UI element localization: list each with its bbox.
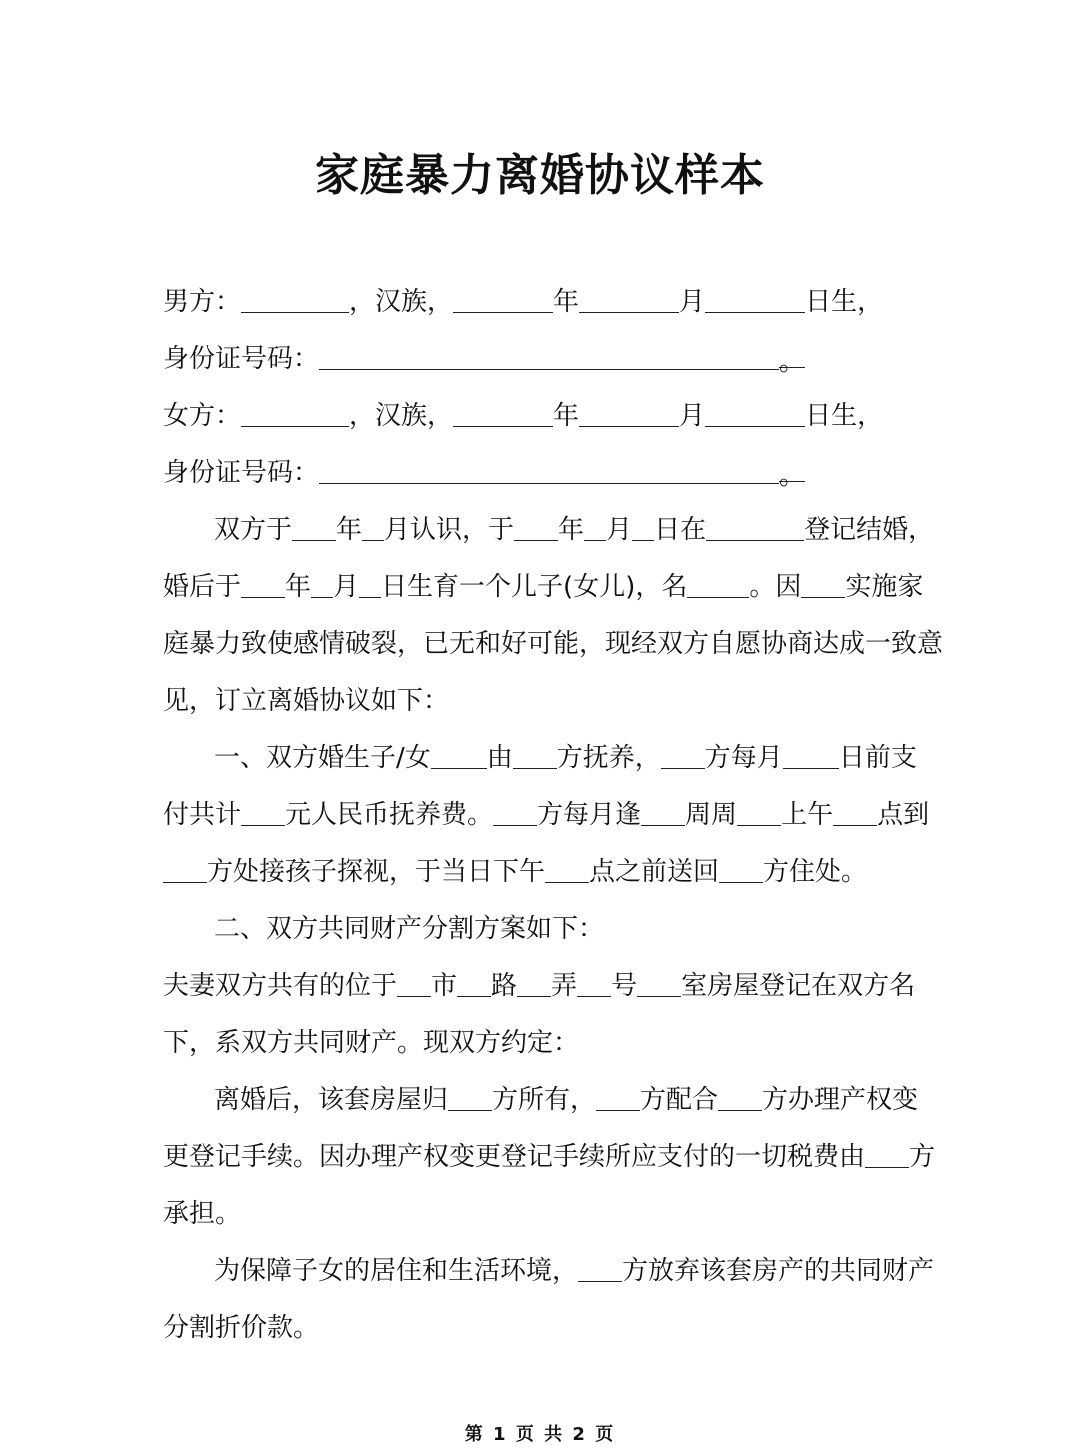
paragraph-line — [163, 1197, 241, 1231]
text: 日生， — [805, 401, 884, 431]
paragraph-line — [163, 969, 915, 1003]
text: 年 — [336, 515, 363, 545]
blank — [687, 575, 749, 598]
text: 月 — [679, 287, 706, 317]
blank — [579, 290, 679, 313]
text: 日生育一个儿子(女儿)，名 — [381, 572, 688, 602]
blank — [637, 974, 681, 997]
blank — [319, 461, 779, 484]
text: 婚后于 — [163, 572, 242, 602]
blank — [457, 974, 491, 997]
text: 方每月 — [704, 743, 783, 773]
text: 年 — [553, 287, 580, 317]
blank — [448, 1088, 492, 1111]
text: 方住处。 — [763, 857, 868, 887]
blank — [493, 803, 537, 826]
blank — [661, 746, 705, 769]
text: 付共计 — [163, 800, 242, 830]
text: 。 — [779, 347, 806, 377]
page-footer — [0, 1420, 1080, 1446]
text: 元人民币抚养费。 — [285, 800, 494, 830]
text: 身份证号码： — [163, 344, 320, 374]
text: 离婚后，该套房屋归 — [214, 1085, 449, 1115]
blank — [517, 974, 551, 997]
text: 月 — [606, 515, 633, 545]
text: 方所有， — [492, 1085, 597, 1115]
blank — [431, 746, 487, 769]
text: 实施家 — [845, 572, 924, 602]
text: 男方： — [163, 287, 242, 317]
text: 由 — [486, 743, 513, 773]
text: 市 — [431, 971, 458, 1001]
blank — [241, 575, 285, 598]
text: 月 — [679, 401, 706, 431]
blank — [241, 404, 349, 427]
current-page-number: 1 — [493, 1424, 508, 1445]
text: 方抚养， — [556, 743, 661, 773]
text: 弄 — [551, 971, 578, 1001]
text: 年 — [553, 401, 580, 431]
paragraph-line — [163, 798, 929, 832]
blank — [241, 290, 349, 313]
text: 日生， — [805, 287, 884, 317]
paragraph-line — [163, 1140, 935, 1174]
text: 。 — [779, 461, 806, 491]
text: 方 — [909, 1142, 936, 1172]
text: 承担。 — [163, 1199, 242, 1229]
text: 年 — [285, 572, 312, 602]
text: 月 — [333, 572, 360, 602]
blank — [453, 290, 553, 313]
paragraph-line — [214, 1083, 918, 1117]
blank — [641, 803, 685, 826]
text: 分割折价款。 — [163, 1313, 320, 1343]
blank — [241, 803, 285, 826]
blank — [292, 518, 336, 541]
text: 点到 — [877, 800, 930, 830]
blank — [319, 347, 779, 370]
text: 方处接孩子探视，于当日下午 — [207, 857, 546, 887]
blank — [833, 803, 877, 826]
blank — [163, 860, 207, 883]
text: 日在 — [654, 515, 707, 545]
text: 室房屋登记在双方名 — [681, 971, 916, 1001]
text: 方配合 — [640, 1085, 719, 1115]
paragraph-line — [163, 570, 923, 604]
text: 第 — [464, 1424, 485, 1445]
blank — [632, 518, 654, 541]
text: 女方： — [163, 401, 242, 431]
text: 双方于 — [214, 515, 293, 545]
text: 一、双方婚生子/女 — [214, 743, 431, 773]
total-page-count: 2 — [572, 1424, 587, 1445]
text: 页 — [515, 1424, 536, 1445]
paragraph-line — [163, 1026, 579, 1060]
text: 路 — [491, 971, 518, 1001]
blank — [577, 974, 611, 997]
paragraph-line — [163, 627, 943, 661]
blank — [596, 1088, 640, 1111]
blank — [705, 290, 805, 313]
paragraph-line — [163, 684, 449, 718]
text: 日前支 — [838, 743, 917, 773]
blank — [706, 518, 804, 541]
text: 见，订立离婚协议如下： — [163, 686, 450, 716]
paragraph-line — [214, 1254, 934, 1288]
blank — [513, 746, 557, 769]
paragraph-line — [214, 513, 934, 547]
blank — [453, 404, 553, 427]
text: 页 — [595, 1424, 616, 1445]
blank — [359, 575, 381, 598]
text: 。因 — [749, 572, 802, 602]
text: 为保障子女的居住和生活环境， — [214, 1256, 579, 1286]
text: 周周 — [685, 800, 738, 830]
text: ，汉族， — [349, 401, 454, 431]
blank — [783, 746, 839, 769]
text: 上午 — [781, 800, 834, 830]
text: 登记结婚， — [804, 515, 935, 545]
male-party-line — [163, 285, 883, 319]
text: 更登记手续。因办理产权变更登记手续所应支付的一切税费由 — [163, 1142, 866, 1172]
blank — [705, 404, 805, 427]
text: 下，系双方共同财产。现双方约定： — [163, 1028, 580, 1058]
text: 夫妻双方共有的位于 — [163, 971, 398, 1001]
document-title: 家庭暴力离婚协议样本 — [315, 150, 765, 201]
blank — [584, 518, 606, 541]
blank — [579, 404, 679, 427]
text: 方办理产权变 — [762, 1085, 919, 1115]
blank — [737, 803, 781, 826]
text: 号 — [611, 971, 638, 1001]
text: 共 — [544, 1424, 565, 1445]
female-id-line — [163, 456, 805, 490]
clause-two-heading — [214, 912, 604, 946]
clause-one-line — [214, 741, 917, 775]
text: 二、双方共同财产分割方案如下： — [214, 914, 605, 944]
blank — [514, 518, 558, 541]
paragraph-line — [163, 1311, 319, 1345]
text: 方每月逢 — [537, 800, 642, 830]
text: 庭暴力致使感情破裂，已无和好可能，现经双方自愿协商达成一致意 — [163, 629, 944, 659]
blank — [801, 575, 845, 598]
blank — [397, 974, 431, 997]
text: 月认识，于 — [384, 515, 515, 545]
blank — [311, 575, 333, 598]
text: 方放弃该套房产的共同财产 — [622, 1256, 935, 1286]
blank — [578, 1259, 622, 1282]
blank — [545, 860, 589, 883]
text: 身份证号码： — [163, 458, 320, 488]
text: ，汉族， — [349, 287, 454, 317]
blank — [718, 1088, 762, 1111]
text: 点之前送回 — [589, 857, 720, 887]
blank — [362, 518, 384, 541]
blank — [865, 1145, 909, 1168]
female-party-line — [163, 399, 883, 433]
text: 年 — [558, 515, 585, 545]
male-id-line — [163, 342, 805, 376]
paragraph-line — [163, 855, 867, 889]
blank — [719, 860, 763, 883]
